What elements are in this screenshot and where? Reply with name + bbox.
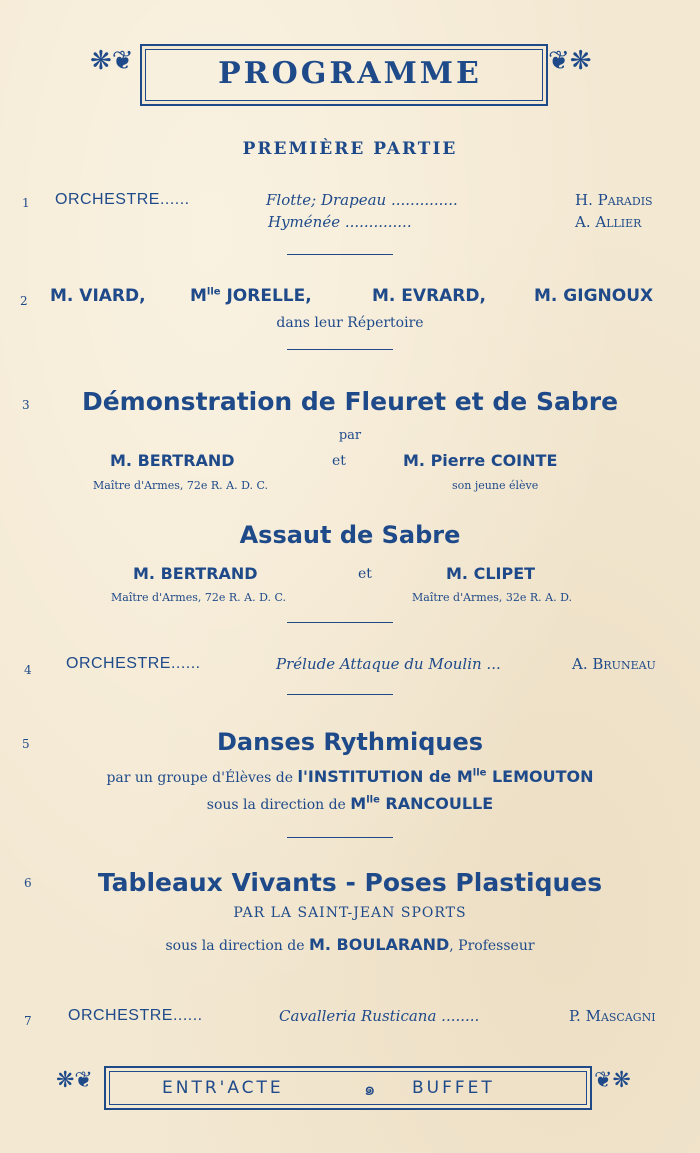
divider: [287, 254, 393, 255]
et-text: et: [358, 566, 372, 582]
performer-name: M. EVRARD,: [372, 286, 486, 306]
fencer-role: Maître d'Armes, 32e R. A. D.: [412, 591, 573, 604]
repertoire-line: dans leur Répertoire: [276, 315, 424, 331]
direction-text: sous la direction de: [165, 938, 309, 954]
entracte-label: ENTR'ACTE: [162, 1078, 284, 1098]
piece-title: Hyménée ..............: [268, 213, 412, 231]
left-flourish-icon: ❋❦: [56, 1068, 93, 1093]
assaut-title: Assaut de Sabre: [239, 521, 461, 549]
divider: [287, 349, 393, 350]
fencer-role: son jeune élève: [452, 479, 539, 492]
item-number: 5: [22, 737, 30, 751]
item-number: 2: [20, 294, 28, 308]
right-flourish-icon: ❦❋: [594, 1068, 631, 1093]
fencer-name: M. CLIPET: [446, 564, 536, 583]
composer-name: P. Mascagni: [569, 1007, 656, 1025]
divider: [287, 837, 393, 838]
orchestra-label: ORCHESTRE......: [66, 655, 201, 672]
orchestra-label: ORCHESTRE......: [68, 1007, 203, 1024]
performer-name: [190, 286, 312, 306]
dances-line-1: [0, 767, 700, 786]
item-number: 7: [24, 1014, 32, 1028]
page-title: PROGRAMME: [218, 56, 482, 91]
par-text: par: [338, 428, 362, 443]
piece-title: Cavalleria Rusticana ........: [279, 1007, 480, 1025]
tableaux-title: Tableaux Vivants - Poses Plastiques: [97, 868, 603, 897]
professor-title: , Professeur: [449, 938, 535, 954]
director-prefix: M: [350, 794, 367, 813]
divider: [287, 694, 393, 695]
direction-text: sous la direction de: [206, 797, 351, 813]
item-number: 4: [24, 663, 32, 677]
performer-prefix: M: [190, 286, 207, 306]
tableaux-direction-line: [0, 935, 700, 954]
item-number: 3: [22, 398, 30, 412]
director-name: RANCOULLE: [379, 794, 494, 813]
dances-text: par un groupe d'Élèves de: [106, 770, 298, 786]
performer-title-sup: lle: [206, 286, 221, 298]
fencer-name: M. Pierre COINTE: [403, 451, 558, 470]
dances-title: Danses Rythmiques: [216, 728, 484, 756]
institution-name: l'INSTITUTION de M: [297, 767, 473, 786]
buffet-label: BUFFET: [412, 1078, 495, 1098]
institution-surname: LEMOUTON: [486, 767, 594, 786]
right-flourish-icon: ❦❋: [548, 46, 592, 76]
fencer-role: Maître d'Armes, 72e R. A. D. C.: [111, 591, 287, 604]
left-flourish-icon: ❋❦: [90, 46, 134, 76]
part-heading: PREMIÈRE PARTIE: [242, 139, 458, 159]
composer-name: A. Allier: [575, 213, 642, 231]
fencer-name: M. BERTRAND: [133, 564, 258, 583]
title-sup: lle: [472, 767, 487, 779]
separator-ornament-icon: ๑: [364, 1079, 376, 1100]
title-sup: lle: [366, 794, 380, 806]
professor-name: M. BOULARAND: [308, 935, 450, 954]
orchestra-label: ORCHESTRE......: [55, 191, 190, 208]
piece-title: Flotte; Drapeau ..............: [266, 191, 458, 209]
performer-name: M. GIGNOUX: [534, 286, 654, 306]
et-text: et: [332, 453, 346, 469]
composer-name: A. Bruneau: [572, 655, 656, 673]
fencer-name: M. BERTRAND: [110, 451, 235, 470]
performer-surname: JORELLE,: [220, 286, 312, 306]
divider: [287, 622, 393, 623]
item-number: 6: [24, 876, 32, 890]
item-number: 1: [22, 196, 30, 210]
dances-line-2: [0, 794, 700, 813]
sports-club-line: PAR LA SAINT-JEAN SPORTS: [233, 905, 467, 921]
piece-title: Prélude Attaque du Moulin ...: [276, 655, 501, 673]
fencer-role: Maître d'Armes, 72e R. A. D. C.: [93, 479, 269, 492]
composer-name: H. Paradis: [575, 191, 653, 209]
fencing-demo-title: Démonstration de Fleuret et de Sabre: [81, 387, 619, 416]
performer-name: M. VIARD,: [50, 286, 146, 306]
